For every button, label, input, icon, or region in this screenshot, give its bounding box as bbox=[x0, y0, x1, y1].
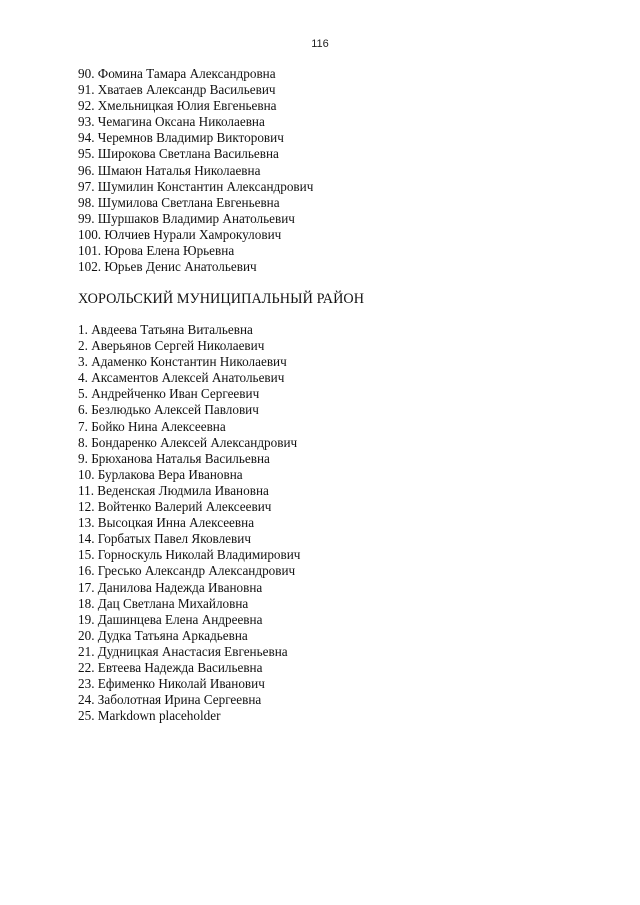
list-item: 18. Дац Светлана Михайловна bbox=[78, 595, 249, 611]
list-item: 92. Хмельницкая Юлия Евгеньевна bbox=[78, 98, 277, 114]
list-item: 17. Данилова Надежда Ивановна bbox=[78, 579, 263, 595]
list-item: 13. Высоцкая Инна Алексеевна bbox=[78, 515, 255, 531]
list-item: 99. Шуршаков Владимир Анатольевич bbox=[78, 210, 295, 226]
list-item: 4. Аксаментов Алексей Анатольевич bbox=[78, 370, 285, 386]
list-item: 24. Заболотная Ирина Сергеевна bbox=[78, 692, 262, 708]
list-item: 6. Безлюдько Алексей Павлович bbox=[78, 402, 259, 418]
list-item: 14. Горбатых Павел Яковлевич bbox=[78, 531, 251, 547]
list-item: 96. Шмаюн Наталья Николаевна bbox=[78, 162, 261, 178]
list-item: 7. Бойко Нина Алексеевна bbox=[78, 418, 226, 434]
list-item: 11. Веденская Людмила Ивановна bbox=[78, 482, 269, 498]
list-item: 16. Гресько Александр Александрович bbox=[78, 563, 296, 579]
list-item: 9. Брюханова Наталья Васильевна bbox=[78, 450, 270, 466]
list-item: 8. Бондаренко Алексей Александрович bbox=[78, 434, 298, 450]
list-item: 97. Шумилин Константин Александрович bbox=[78, 178, 314, 194]
list-item: 5. Андрейченко Иван Сергеевич bbox=[78, 386, 260, 402]
list-item: 10. Бурлакова Вера Ивановна bbox=[78, 466, 243, 482]
list-item: 100. Юлчиев Нурали Хамрокулович bbox=[78, 226, 282, 242]
list-item: 1. Авдеева Татьяна Витальевна bbox=[78, 322, 253, 337]
list-item: 98. Шумилова Светлана Евгеньевна bbox=[78, 194, 280, 210]
list-item: 94. Черемнов Владимир Викторович bbox=[78, 130, 284, 146]
section-heading: ХОРОЛЬСКИЙ МУНИЦИПАЛЬНЫЙ РАЙОН bbox=[78, 291, 365, 307]
name-list-current-section bbox=[78, 322, 300, 724]
list-item: 91. Хватаев Александр Васильевич bbox=[78, 82, 276, 98]
list-item: 2. Аверьянов Сергей Николаевич bbox=[78, 338, 265, 354]
list-item: 25. Markdown placeholder bbox=[78, 708, 221, 724]
list-item: 93. Чемагина Оксана Николаевна bbox=[78, 114, 265, 130]
list-item: 3. Адаменко Константин Николаевич bbox=[78, 354, 287, 370]
list-item: 23. Ефименко Николай Иванович bbox=[78, 676, 265, 692]
list-item: 20. Дудка Татьяна Аркадьевна bbox=[78, 627, 248, 643]
list-item: 95. Широкова Светлана Васильевна bbox=[78, 146, 279, 162]
name-list-previous-section bbox=[78, 66, 313, 275]
list-item: 22. Евтеева Надежда Васильевна bbox=[78, 659, 263, 675]
list-item: 102. Юрьев Денис Анатольевич bbox=[78, 259, 257, 275]
list-item: 21. Дудницкая Анастасия Евгеньевна bbox=[78, 643, 288, 659]
list-item: 15. Горноскуль Николай Владимирович bbox=[78, 547, 301, 563]
list-item: 12. Войтенко Валерий Алексеевич bbox=[78, 499, 272, 515]
list-item: 101. Юрова Елена Юрьевна bbox=[78, 243, 235, 259]
page-number: 116 bbox=[311, 38, 329, 50]
list-item: 90. Фомина Тамара Александровна bbox=[78, 66, 276, 81]
list-item: 19. Дашинцева Елена Андреевна bbox=[78, 611, 263, 627]
